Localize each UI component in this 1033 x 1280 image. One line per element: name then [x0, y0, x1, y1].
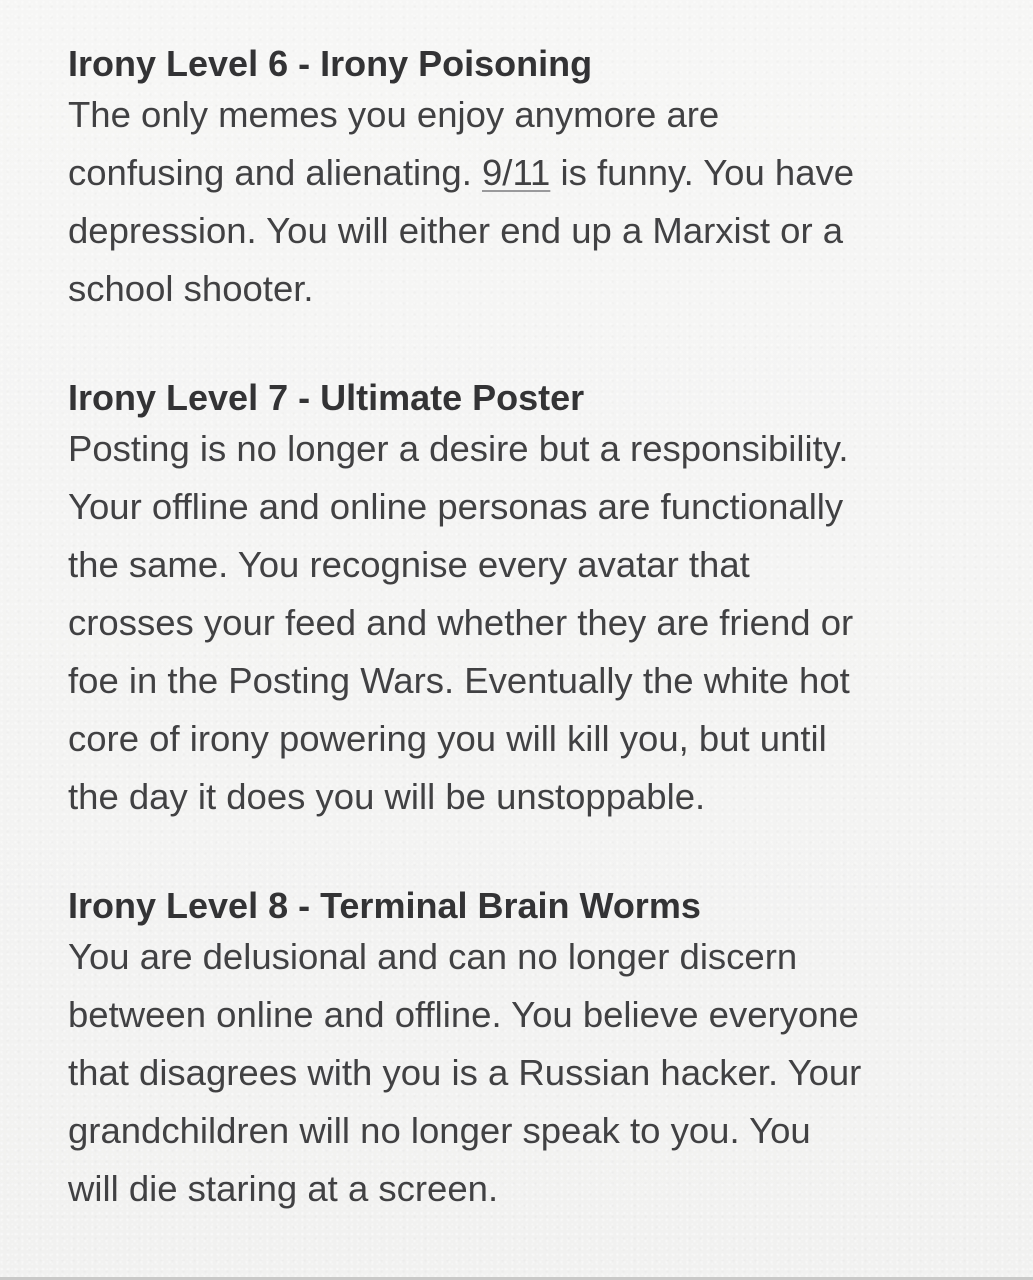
body-line: Your offline and online personas are functionally: [68, 486, 844, 527]
body-line: between online and offline. You believe everyone: [68, 994, 859, 1035]
section-heading: Irony Level 7 - Ultimate Poster: [68, 377, 585, 418]
body-line: the day it does you will be unstoppable.: [68, 776, 706, 817]
date-link[interactable]: 9/11: [482, 152, 551, 193]
section-body: [68, 928, 968, 1218]
body-line: core of irony powering you will kill you, but until: [68, 718, 827, 759]
section-irony-level-8: [68, 884, 968, 1218]
note-content: [68, 42, 968, 1276]
body-line: foe in the Posting Wars. Eventually the white hot: [68, 660, 850, 701]
body-line-with-link: [68, 144, 968, 202]
body-line: depression. You will either end up a Marxist or a: [68, 210, 844, 251]
section-body: [68, 86, 968, 318]
body-line: will die staring at a screen.: [68, 1168, 499, 1209]
body-line-text: confusing and alienating.: [68, 152, 472, 193]
body-line: crosses your feed and whether they are friend or: [68, 602, 854, 643]
body-line: You are delusional and can no longer discern: [68, 936, 798, 977]
body-line: grandchildren will no longer speak to you. You: [68, 1110, 811, 1151]
body-line-text: is funny. You have: [550, 152, 855, 193]
body-line: the same. You recognise every avatar that: [68, 544, 750, 585]
section-irony-level-6: [68, 42, 968, 318]
body-line: that disagrees with you is a Russian hacker. Your: [68, 1052, 862, 1093]
section-irony-level-7: [68, 376, 968, 826]
section-heading: Irony Level 6 - Irony Poisoning: [68, 43, 593, 84]
body-line: Posting is no longer a desire but a responsibility.: [68, 428, 849, 469]
section-heading: Irony Level 8 - Terminal Brain Worms: [68, 885, 701, 926]
body-line: school shooter.: [68, 268, 314, 309]
section-body: [68, 420, 968, 826]
body-line: The only memes you enjoy anymore are: [68, 94, 720, 135]
